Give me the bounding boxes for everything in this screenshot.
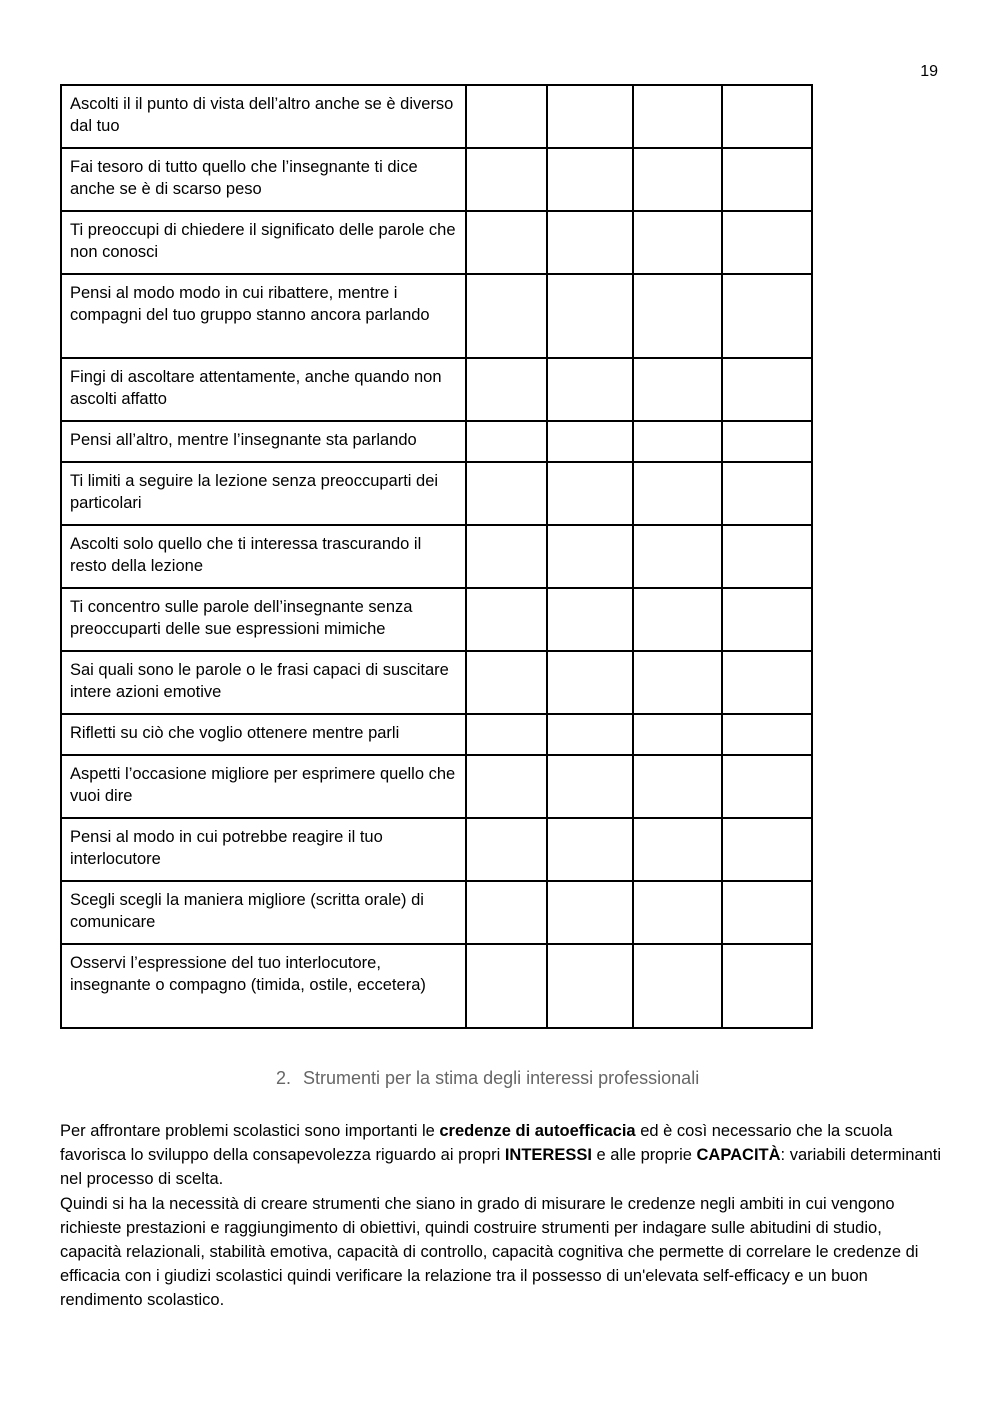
answer-cell[interactable] xyxy=(633,818,722,881)
table-row xyxy=(61,421,812,462)
answer-cell[interactable] xyxy=(547,274,633,358)
statement-cell: Scegli scegli la maniera migliore (scritta orale) di comunicare xyxy=(61,881,466,944)
section-heading xyxy=(276,1066,699,1090)
answer-cell[interactable] xyxy=(547,85,633,148)
answer-cell[interactable] xyxy=(466,211,547,274)
answer-cell[interactable] xyxy=(633,462,722,525)
statement-cell: Ti preoccupi di chiedere il significato delle parole che non conosci xyxy=(61,211,466,274)
answer-cell[interactable] xyxy=(722,525,812,588)
answer-cell[interactable] xyxy=(722,211,812,274)
statement-cell: Ascolti solo quello che ti interessa trascurando il resto della lezione xyxy=(61,525,466,588)
table-row xyxy=(61,714,812,755)
statement-cell: Sai quali sono le parole o le frasi capaci di suscitare intere azioni emotive xyxy=(61,651,466,714)
text-run: Per affrontare problemi scolastici sono importanti le xyxy=(60,1122,440,1140)
answer-cell[interactable] xyxy=(722,358,812,421)
answer-cell[interactable] xyxy=(633,421,722,462)
bold-text: CAPACITÀ xyxy=(696,1146,781,1165)
answer-cell[interactable] xyxy=(633,651,722,714)
answer-cell[interactable] xyxy=(633,944,722,1028)
section-number: 2. xyxy=(276,1068,292,1088)
answer-cell[interactable] xyxy=(547,525,633,588)
table-row xyxy=(61,274,812,358)
answer-cell[interactable] xyxy=(466,818,547,881)
paragraph xyxy=(60,1119,945,1192)
table-row xyxy=(61,881,812,944)
statement-cell: Ti limiti a seguire la lezione senza preoccuparti dei particolari xyxy=(61,462,466,525)
answer-cell[interactable] xyxy=(633,274,722,358)
answer-cell[interactable] xyxy=(466,421,547,462)
answer-cell[interactable] xyxy=(466,588,547,651)
table-row xyxy=(61,525,812,588)
answer-cell[interactable] xyxy=(547,944,633,1028)
answer-cell[interactable] xyxy=(633,714,722,755)
answer-cell[interactable] xyxy=(547,462,633,525)
section-title: Strumenti per la stima degli interessi professionali xyxy=(303,1068,700,1088)
answer-cell[interactable] xyxy=(466,358,547,421)
answer-cell[interactable] xyxy=(547,755,633,818)
answer-cell[interactable] xyxy=(722,881,812,944)
answer-cell[interactable] xyxy=(633,211,722,274)
statement-cell: Fingi di ascoltare attentamente, anche quando non ascolti affatto xyxy=(61,358,466,421)
answer-cell[interactable] xyxy=(547,358,633,421)
answer-cell[interactable] xyxy=(633,588,722,651)
answer-cell[interactable] xyxy=(722,274,812,358)
answer-cell[interactable] xyxy=(466,274,547,358)
answer-cell[interactable] xyxy=(466,755,547,818)
answer-cell[interactable] xyxy=(466,525,547,588)
answer-cell[interactable] xyxy=(633,148,722,211)
answer-cell[interactable] xyxy=(547,651,633,714)
answer-cell[interactable] xyxy=(547,148,633,211)
page-number: 19 xyxy=(920,63,938,80)
table-row xyxy=(61,755,812,818)
table-row xyxy=(61,85,812,148)
text-run: : variabili determinanti nel processo di scelta. xyxy=(60,1146,942,1189)
answer-cell[interactable] xyxy=(633,755,722,818)
answer-cell[interactable] xyxy=(722,421,812,462)
answer-cell[interactable] xyxy=(722,148,812,211)
answer-cell[interactable] xyxy=(547,818,633,881)
statement-cell: Pensi al modo in cui potrebbe reagire il tuo interlocutore xyxy=(61,818,466,881)
answer-cell[interactable] xyxy=(547,211,633,274)
answer-cell[interactable] xyxy=(722,818,812,881)
answer-cell[interactable] xyxy=(466,651,547,714)
answer-cell[interactable] xyxy=(633,525,722,588)
answer-cell[interactable] xyxy=(722,944,812,1028)
statement-cell: Ascolti il il punto di vista dell’altro anche se è diverso dal tuo xyxy=(61,85,466,148)
table-row xyxy=(61,944,812,1028)
answer-cell[interactable] xyxy=(466,881,547,944)
table-row xyxy=(61,651,812,714)
statement-cell: Fai tesoro di tutto quello che l’insegnante ti dice anche se è di scarso peso xyxy=(61,148,466,211)
statement-cell: Aspetti l’occasione migliore per esprimere quello che vuoi dire xyxy=(61,755,466,818)
answer-cell[interactable] xyxy=(633,85,722,148)
answer-cell[interactable] xyxy=(547,421,633,462)
answer-cell[interactable] xyxy=(466,714,547,755)
statement-cell: Pensi al modo modo in cui ribattere, mentre i compagni del tuo gruppo stanno ancora parlando xyxy=(61,274,466,358)
answer-cell[interactable] xyxy=(466,462,547,525)
text-run: e alle proprie xyxy=(591,1146,697,1165)
answer-cell[interactable] xyxy=(722,755,812,818)
answer-cell[interactable] xyxy=(547,588,633,651)
table-row xyxy=(61,211,812,274)
statement-cell: Pensi all’altro, mentre l’insegnante sta parlando xyxy=(61,421,466,462)
table-row xyxy=(61,462,812,525)
answer-cell[interactable] xyxy=(722,462,812,525)
statement-cell: Osservi l’espressione del tuo interlocutore, insegnante o compagno (timida, ostile, eccetera) xyxy=(61,944,466,1028)
statement-cell: Ti concentro sulle parole dell’insegnante senza preoccuparti delle sue espressioni mimiche xyxy=(61,588,466,651)
answer-cell[interactable] xyxy=(466,148,547,211)
body-text xyxy=(60,1119,945,1313)
paragraph: Quindi si ha la necessità di creare strumenti che siano in grado di misurare le credenze negli ambiti in cui vengono richieste prestazioni e raggiungimento di obiettivi, quindi costruire strumenti per indagare sulle abitudini di studio, capacità relazionali, stabilità emotiva, capacità di controllo, capacità cognitiva che permette di correlare le credenze di efficacia con i giudizi scolastici quindi verificare la relazione tra il possesso di un'elevata self-efficacy e un buon rendimento scolastico. xyxy=(60,1194,919,1310)
answer-cell[interactable] xyxy=(633,881,722,944)
statement-cell: Rifletti su ciò che voglio ottenere mentre parli xyxy=(61,714,466,755)
table-row xyxy=(61,588,812,651)
answer-cell[interactable] xyxy=(547,881,633,944)
text-run: ed è così necessario che la scuola favorisca lo sviluppo della consapevolezza riguardo ai propri xyxy=(60,1122,893,1165)
answer-cell[interactable] xyxy=(722,85,812,148)
bold-text: INTERESSI xyxy=(504,1146,592,1165)
answer-cell[interactable] xyxy=(466,944,547,1028)
table-row xyxy=(61,148,812,211)
answer-cell[interactable] xyxy=(633,358,722,421)
answer-cell[interactable] xyxy=(722,588,812,651)
table-row xyxy=(61,818,812,881)
answer-cell[interactable] xyxy=(722,714,812,755)
table-row xyxy=(61,358,812,421)
survey-table xyxy=(60,84,813,1029)
answer-cell[interactable] xyxy=(547,714,633,755)
bold-text: credenze di autoefficacia xyxy=(439,1122,636,1140)
answer-cell[interactable] xyxy=(722,651,812,714)
answer-cell[interactable] xyxy=(466,85,547,148)
